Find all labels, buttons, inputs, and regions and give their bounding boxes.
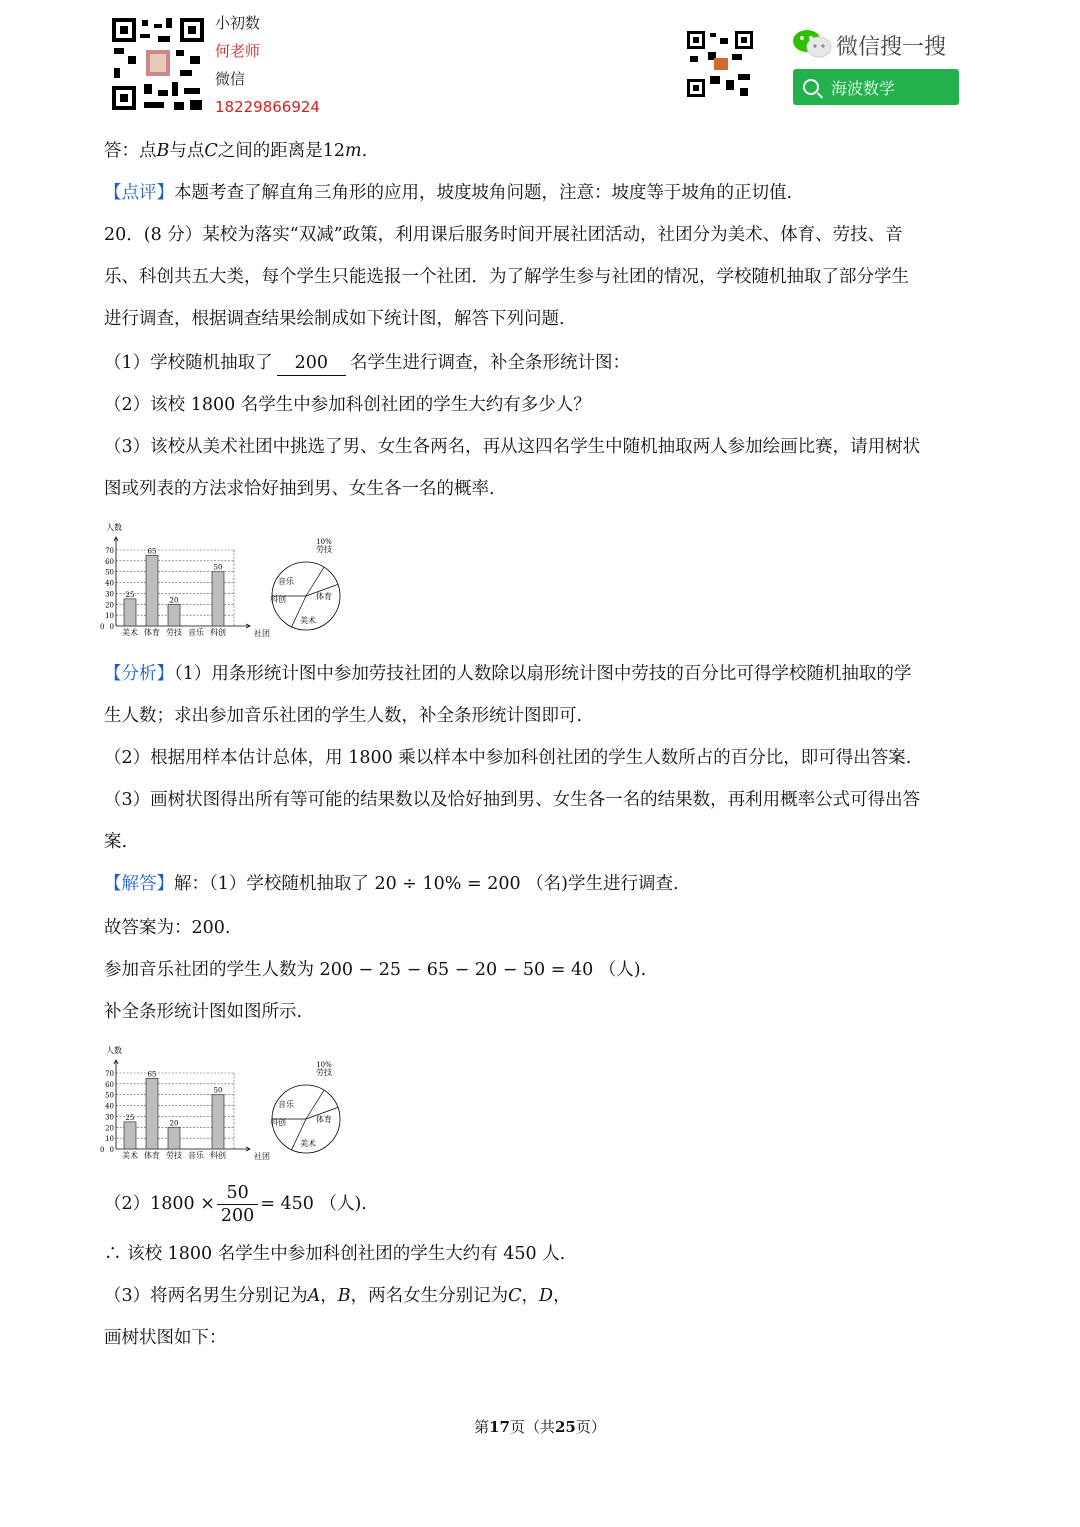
pie-slice-label: 音乐 bbox=[278, 1100, 294, 1109]
pie-slice-label: 美术 bbox=[300, 1139, 316, 1148]
search-icon bbox=[803, 79, 819, 95]
comment-tag: 【点评】 bbox=[104, 183, 174, 203]
y-axis-label: 人数 bbox=[106, 1046, 122, 1055]
pie-slice-label: 科创 bbox=[270, 595, 286, 604]
page-footer: 第17页（共25页） bbox=[474, 1418, 606, 1436]
q20-line1: 20．(8 分）某校为落实“双减”政策，利用课后服务时间开展社团活动，社团分为美术、体育、劳技、音 bbox=[104, 225, 903, 245]
fraction: $\frac{50}{200}$ bbox=[217, 1182, 258, 1227]
pie-slice-label: 体育 bbox=[316, 1115, 332, 1124]
solution-tag: 【解答】 bbox=[104, 874, 174, 894]
bar bbox=[124, 599, 136, 626]
tree-intro-line: 画树状图如下： bbox=[104, 1328, 227, 1348]
x-tick-label: 劳技 bbox=[166, 1151, 182, 1160]
qr-code-icon bbox=[110, 16, 206, 112]
y-tick-label: 0 bbox=[109, 1146, 114, 1154]
complete-chart-line: 补全条形统计图如图所示. bbox=[104, 1002, 303, 1022]
bar-value-label: 65 bbox=[147, 1070, 157, 1079]
y-tick-label: 30 bbox=[105, 1113, 114, 1122]
pie-slice-label: 劳技 bbox=[316, 1068, 332, 1077]
search-button[interactable] bbox=[793, 69, 959, 105]
y-tick-label: 60 bbox=[105, 1080, 114, 1089]
x-tick-label: 美术 bbox=[122, 628, 138, 637]
analysis-line2: 生人数；求出参加音乐社团的学生人数，补全条形统计图即可. bbox=[104, 706, 583, 726]
qr-code-left bbox=[110, 16, 206, 112]
pie-annotation: 10% bbox=[316, 1061, 332, 1069]
bar bbox=[146, 555, 158, 626]
bar-value-label: 65 bbox=[147, 547, 157, 556]
x-tick-label: 体育 bbox=[144, 628, 160, 637]
y-tick-label: 10 bbox=[105, 612, 114, 621]
bar-value-label: 25 bbox=[125, 1113, 135, 1122]
y-tick-label: 60 bbox=[105, 557, 114, 566]
x-tick-label: 劳技 bbox=[166, 628, 182, 637]
bar bbox=[168, 1127, 180, 1149]
solution2-conclusion: ∴ 该校 1800 名学生中参加科创社团的学生大约有 450 人. bbox=[104, 1244, 566, 1264]
y-tick-label: 50 bbox=[105, 568, 114, 577]
comment-line: 【点评】本题考查了解直角三角形的应用，坡度坡角问题，注意：坡度等于坡角的正切值. bbox=[104, 183, 793, 203]
x-axis-label: 社团 bbox=[254, 1152, 270, 1161]
y-tick-label: 40 bbox=[105, 1102, 114, 1111]
bar-value-label: 25 bbox=[125, 590, 135, 599]
analysis-line3: （2）根据用样本估计总体，用 1800 乘以样本中参加科创社团的学生人数所占的百分比，即可得出答案. bbox=[104, 748, 912, 768]
qr-code-icon bbox=[686, 30, 754, 98]
bar bbox=[168, 604, 180, 626]
analysis-line5: 案. bbox=[104, 832, 128, 852]
q2-line: （2）该校 1800 名学生中参加科创社团的学生大约有多少人？ bbox=[104, 395, 591, 415]
bar-value-label: 20 bbox=[169, 596, 179, 605]
x-tick-label: 美术 bbox=[122, 1151, 138, 1160]
x-tick-label: 科创 bbox=[210, 1151, 226, 1160]
answer-line: 答：点B与点C之间的距离是12m. bbox=[104, 141, 368, 161]
pie-slice-label: 体育 bbox=[316, 592, 332, 601]
y-tick-label: 50 bbox=[105, 1091, 114, 1100]
q1-blank: 200 bbox=[277, 351, 346, 376]
x-tick-label: 音乐 bbox=[188, 1151, 204, 1160]
y-tick-label: 0 bbox=[109, 623, 114, 631]
analysis-tag: 【分析】 bbox=[104, 664, 174, 684]
bar-value-label: 50 bbox=[213, 1086, 223, 1095]
y-axis-label: 人数 bbox=[106, 523, 122, 532]
answer-fill-line: 故答案为：200. bbox=[104, 918, 231, 938]
x-tick-label: 体育 bbox=[144, 1151, 160, 1160]
page-total: 25 bbox=[555, 1418, 576, 1436]
y-tick-label: 30 bbox=[105, 590, 114, 599]
solution-line1: 【解答】解：（1）学校随机抽取了 20 ÷ 10% = 200 （名)学生进行调查. bbox=[104, 874, 679, 894]
music-count-line: 参加音乐社团的学生人数为 200 − 25 − 65 − 20 − 50 = 40 （人). bbox=[104, 960, 647, 980]
x-tick-label: 科创 bbox=[210, 628, 226, 637]
analysis-line4: （3）画树状图得出所有等可能的结果数以及恰好抽到男、女生各一名的结果数，再利用概率公式可得出答 bbox=[104, 790, 921, 810]
pie-slice-label: 美术 bbox=[300, 616, 316, 625]
pie-slice-label: 劳技 bbox=[316, 545, 332, 554]
q1-line: （1）学校随机抽取了 200 名学生进行调查，补全条形统计图： bbox=[104, 351, 630, 376]
bar-value-label: 50 bbox=[213, 563, 223, 572]
y-tick-label: 70 bbox=[105, 547, 114, 555]
q20-line2: 乐、科创共五大类，每个学生只能选报一个社团．为了解学生参与社团的情况，学校随机抽取了部分学生 bbox=[104, 267, 909, 287]
y-tick-label: 70 bbox=[105, 1070, 114, 1078]
page-number: 17 bbox=[489, 1418, 510, 1436]
qr-code-right bbox=[686, 30, 754, 98]
header-line2: 何老师 bbox=[215, 42, 261, 60]
origin-label: 0 bbox=[100, 1146, 105, 1154]
analysis-line1: 【分析】（1）用条形统计图中参加劳技社团的人数除以扇形统计图中劳技的百分比可得学校随机抽取的学 bbox=[104, 664, 912, 684]
pie-annotation: 10% bbox=[316, 538, 332, 546]
statistics-figure-1 bbox=[100, 518, 360, 643]
origin-label: 0 bbox=[100, 623, 105, 631]
y-tick-label: 20 bbox=[105, 601, 114, 610]
statistics-figure-2 bbox=[100, 1041, 360, 1166]
pie-slice-label: 科创 bbox=[270, 1118, 286, 1127]
search-button-label: 海波数学 bbox=[831, 78, 896, 98]
x-axis-label: 社团 bbox=[254, 629, 270, 638]
bar bbox=[212, 1095, 224, 1149]
y-tick-label: 40 bbox=[105, 579, 114, 588]
pie-slice-label: 音乐 bbox=[278, 577, 294, 586]
wechat-logo-icon bbox=[792, 28, 832, 60]
wechat-search-title: 微信搜一搜 bbox=[836, 35, 947, 60]
x-tick-label: 音乐 bbox=[188, 628, 204, 637]
solution2-line: （2）1800 × $\frac{50}{200}$ = 450 （人). bbox=[104, 1183, 367, 1226]
header-line1: 小初数 bbox=[215, 14, 261, 32]
bar bbox=[146, 1078, 158, 1149]
header-phone: 18229866924 bbox=[215, 98, 320, 116]
bar-value-label: 20 bbox=[169, 1119, 179, 1128]
solution3-line: （3）将两名男生分别记为A，B，两名女生分别记为C，D， bbox=[104, 1286, 571, 1306]
q20-line3: 进行调查，根据调查结果绘制成如下统计图，解答下列问题. bbox=[104, 309, 565, 329]
header-line3: 微信 bbox=[215, 70, 246, 88]
q3-line2: 图或列表的方法求恰好抽到男、女生各一名的概率. bbox=[104, 479, 495, 499]
bar bbox=[124, 1122, 136, 1149]
y-tick-label: 20 bbox=[105, 1124, 114, 1133]
q3-line1: （3）该校从美术社团中挑选了男、女生各两名，再从这四名学生中随机抽取两人参加绘画比赛，请用树状 bbox=[104, 437, 921, 457]
bar bbox=[212, 572, 224, 626]
y-tick-label: 10 bbox=[105, 1135, 114, 1144]
